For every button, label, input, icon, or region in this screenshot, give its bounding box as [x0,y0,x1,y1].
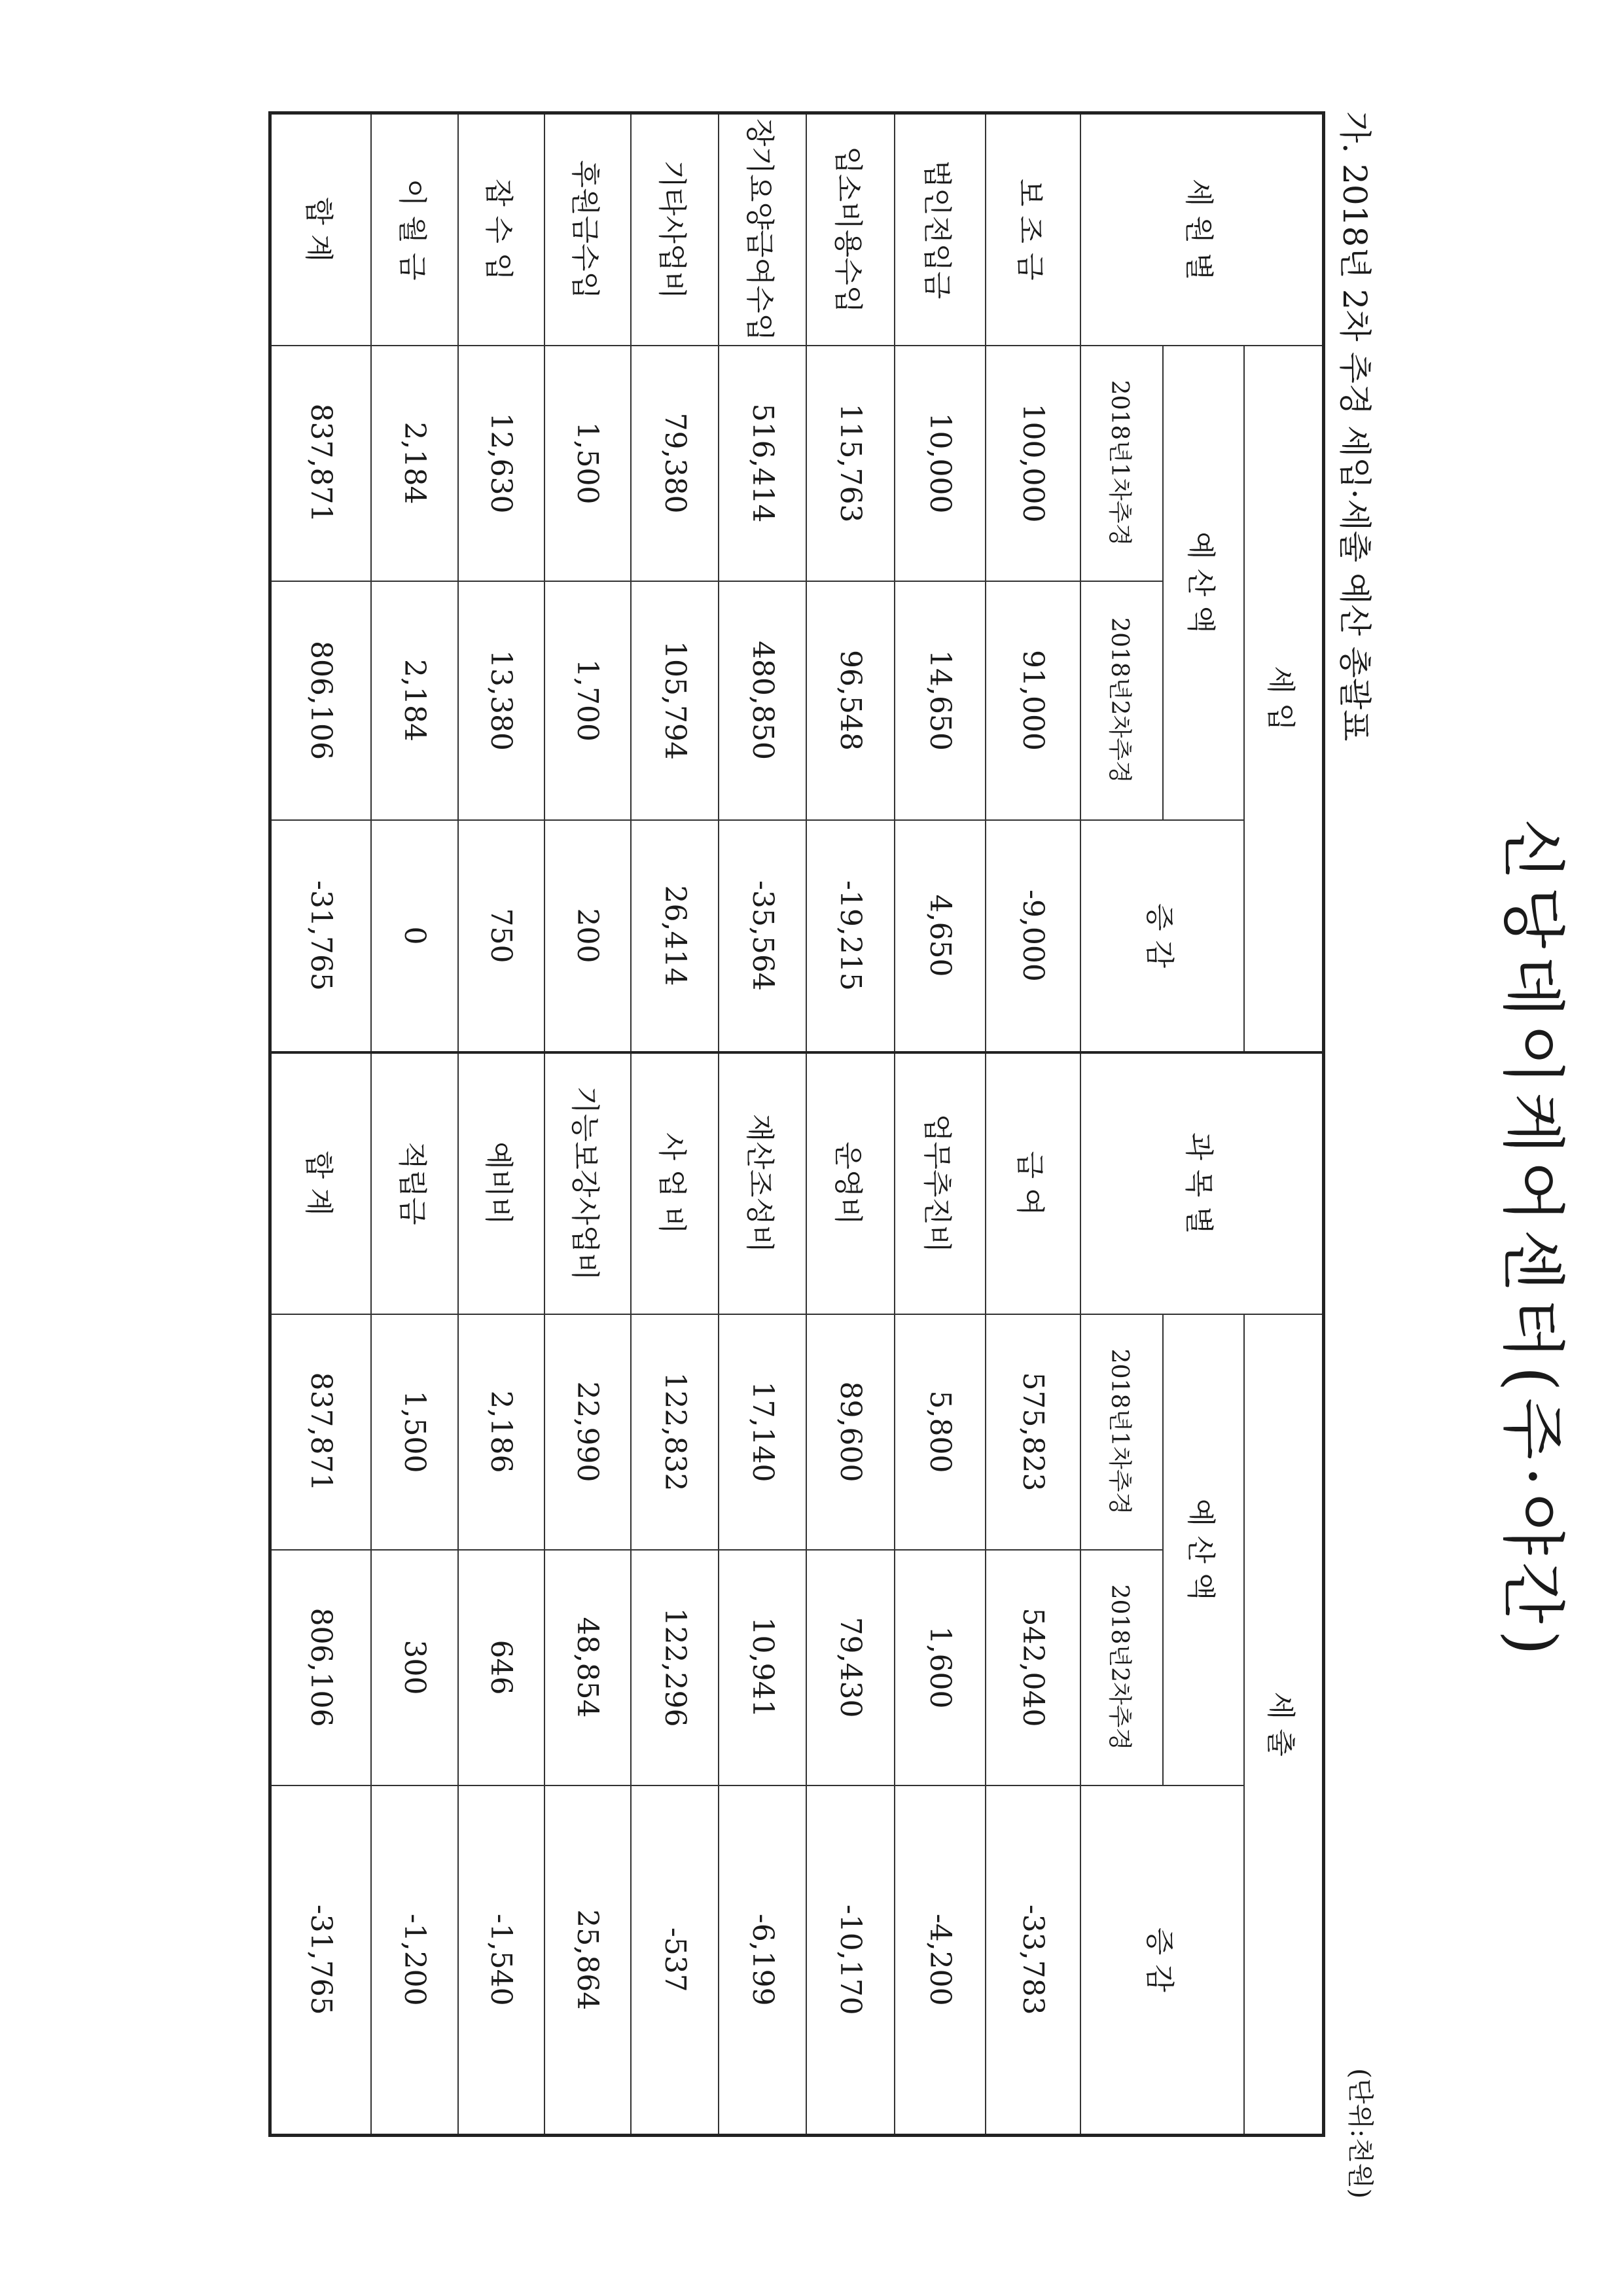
revenue-budget-header: 예 산 액 [1163,346,1244,820]
revenue-change: 750 [458,820,544,1052]
expense-second: 122,296 [631,1550,719,1785]
expense-change: 25,864 [544,1785,631,2136]
expense-item-header: 과 목 별 [1080,1052,1324,1314]
revenue-change: 200 [544,820,631,1052]
revenue-second: 96,548 [807,581,895,820]
expense-second: 300 [371,1550,457,1785]
expense-budget-header: 예 산 액 [1163,1314,1244,1785]
revenue-group-header: 세 입 [1244,346,1324,1052]
table-row [895,113,986,2136]
revenue-first: 10,000 [895,346,986,581]
expense-second: 79,430 [807,1550,895,1785]
revenue-first: 79,380 [631,346,719,581]
table-row [719,113,806,2136]
revenue-first: 1,500 [544,346,631,581]
revenue-item: 이 월 금 [371,113,457,346]
revenue-first: 115,763 [807,346,895,581]
expense-item: 사 업 비 [631,1052,719,1314]
revenue-item-header: 세 원 별 [1080,113,1324,346]
revenue-second: 1,700 [544,581,631,820]
expense-item: 업무추진비 [895,1052,986,1314]
expense-change: -1,540 [458,1785,544,2136]
expense-change: -33,783 [986,1785,1080,2136]
revenue-first: 100,000 [986,346,1080,581]
revenue-item: 입소비용수입 [807,113,895,346]
expense-change-header: 증 감 [1080,1785,1244,2136]
revenue-second: 105,794 [631,581,719,820]
table-caption: 가. 2018년 2차 추경 세입·세출 예산 총괄표 [1336,111,1374,742]
expense-change-total: -31,765 [270,1785,372,2136]
expense-first: 5,800 [895,1314,986,1550]
revenue-change: -35,564 [719,820,806,1052]
revenue-first-total: 837,871 [270,346,372,581]
expense-first-header: 2018년1차추경 [1080,1314,1163,1550]
total-row [270,113,372,2136]
expense-second: 1,600 [895,1550,986,1785]
revenue-second: 480,850 [719,581,806,820]
expense-first: 122,832 [631,1314,719,1550]
expense-change: -6,199 [719,1785,806,2136]
revenue-second: 14,650 [895,581,986,820]
revenue-change: 26,414 [631,820,719,1052]
revenue-change-total: -31,765 [270,820,372,1052]
expense-item: 급 여 [986,1052,1080,1314]
table-row [631,113,719,2136]
expense-change: -1,200 [371,1785,457,2136]
revenue-second: 91,000 [986,581,1080,820]
expense-first: 22,990 [544,1314,631,1550]
expense-first-total: 837,871 [270,1314,372,1550]
expense-group-header: 세 출 [1244,1314,1324,2136]
expense-second: 542,040 [986,1550,1080,1785]
revenue-item: 기타사업비 [631,113,719,346]
revenue-total-label: 합 계 [270,113,372,346]
expense-second: 646 [458,1550,544,1785]
expense-item: 적립금 [371,1052,457,1314]
table-row [807,113,895,2136]
expense-first: 1,500 [371,1314,457,1550]
expense-change: -10,170 [807,1785,895,2136]
revenue-first: 516,414 [719,346,806,581]
revenue-item: 장기요양급여수입 [719,113,806,346]
revenue-item: 보 조 금 [986,113,1080,346]
page-title: 신당데이케어센터(주·야간) [1495,818,1569,1662]
expense-change: -537 [631,1785,719,2136]
revenue-change: -19,215 [807,820,895,1052]
expense-second-header: 2018년2차추경 [1080,1550,1163,1785]
expense-first: 2,186 [458,1314,544,1550]
revenue-second-header: 2018년2차추경 [1080,581,1163,820]
revenue-second: 13,380 [458,581,544,820]
table-row [371,113,457,2136]
revenue-change: 4,650 [895,820,986,1052]
revenue-second-total: 806,106 [270,581,372,820]
revenue-change: 0 [371,820,457,1052]
expense-total-label: 합 계 [270,1052,372,1314]
expense-change: -4,200 [895,1785,986,2136]
revenue-item: 후원금수입 [544,113,631,346]
expense-first: 17,140 [719,1314,806,1550]
expense-second: 48,854 [544,1550,631,1785]
expense-item: 운영비 [807,1052,895,1314]
revenue-first: 12,630 [458,346,544,581]
table-row [544,113,631,2136]
expense-second-total: 806,106 [270,1550,372,1785]
revenue-first: 2,184 [371,346,457,581]
expense-item: 예비비 [458,1052,544,1314]
budget-summary-table [268,111,1325,2137]
expense-item: 기능보강사업비 [544,1052,631,1314]
revenue-change-header: 증 감 [1080,820,1244,1052]
revenue-change: -9,000 [986,820,1080,1052]
table-row [458,113,544,2136]
table-row [986,113,1080,2136]
unit-note: (단위:천원) [1345,2068,1375,2199]
expense-item: 재산조성비 [719,1052,806,1314]
revenue-item: 잡 수 입 [458,113,544,346]
expense-first: 89,600 [807,1314,895,1550]
expense-second: 10,941 [719,1550,806,1785]
revenue-first-header: 2018년1차추경 [1080,346,1163,581]
revenue-item: 법인전입금 [895,113,986,346]
revenue-second: 2,184 [371,581,457,820]
expense-first: 575,823 [986,1314,1080,1550]
